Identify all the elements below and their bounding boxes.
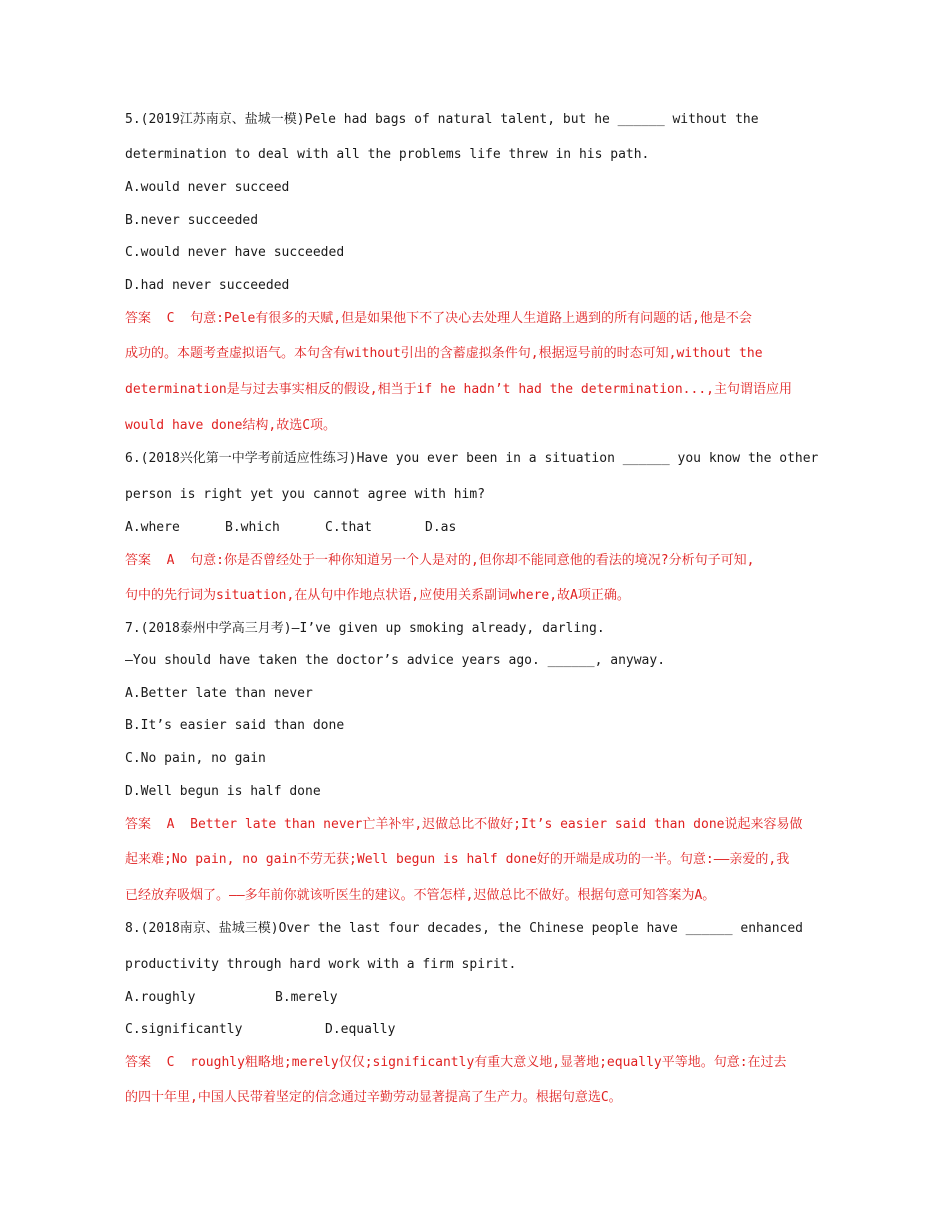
q8-option-c: C.significantly — [125, 1022, 243, 1037]
q7-answer-line-2: 起来难;No pain, no gain不劳无获;Well begun is half done好的开端是成功的一半。句意:——亲爱的,我 — [125, 852, 790, 867]
q7-stem-line-2: —You should have taken the doctor’s advice years ago. ______, anyway. — [125, 653, 666, 668]
q5-answer-line-3: determination是与过去事实相反的假设,相当于if he hadn’t had the determination...,主句谓语应用 — [125, 382, 792, 397]
q7-answer-line-3: 已经放弃吸烟了。——多年前你就该听医生的建议。不管怎样,迟做总比不做好。根据句意可知答案为A。 — [125, 888, 716, 903]
q6-option-c: C.that — [325, 520, 372, 535]
q8-answer-line-1: 答案 C roughly粗略地;merely仅仅;significantly有重大意义地,显著地;equally平等地。句意:在过去 — [125, 1055, 787, 1070]
q5-option-c: C.would never have succeeded — [125, 245, 345, 260]
q8-option-b: B.merely — [275, 990, 338, 1005]
q7-option-d: D.Well begun is half done — [125, 784, 321, 799]
q5-stem-line-1: 5.(2019江苏南京、盐城一模)Pele had bags of natural talent, but he ______ without the — [125, 112, 759, 127]
q8-option-a: A.roughly — [125, 990, 196, 1005]
q6-option-a: A.where — [125, 520, 180, 535]
q8-option-d: D.equally — [325, 1022, 396, 1037]
q5-option-a: A.would never succeed — [125, 180, 290, 195]
q6-answer-line-1: 答案 A 句意:你是否曾经处于一种你知道另一个人是对的,但你却不能同意他的看法的境况?分析句子可知, — [125, 553, 755, 568]
q5-option-b: B.never succeeded — [125, 213, 259, 228]
q6-option-d: D.as — [425, 520, 457, 535]
q7-stem-line-1: 7.(2018泰州中学高三月考)—I’ve given up smoking already, darling. — [125, 621, 605, 636]
q5-answer-line-4: would have done结构,故选C项。 — [125, 418, 337, 433]
q5-stem-line-2: determination to deal with all the problems life threw in his path. — [125, 147, 650, 162]
q7-option-a: A.Better late than never — [125, 686, 313, 701]
q8-stem-line-2: productivity through hard work with a firm spirit. — [125, 957, 517, 972]
q6-answer-line-2: 句中的先行词为situation,在从句中作地点状语,应使用关系副词where,故A项正确。 — [125, 588, 630, 603]
q7-option-b: B.It’s easier said than done — [125, 718, 345, 733]
q5-option-d: D.had never succeeded — [125, 278, 290, 293]
q8-stem-line-1: 8.(2018南京、盐城三模)Over the last four decades, the Chinese people have ______ enhanced — [125, 921, 803, 936]
q6-stem-line-1: 6.(2018兴化第一中学考前适应性练习)Have you ever been in a situation ______ you know the other — [125, 451, 819, 466]
q6-stem-line-2: person is right yet you cannot agree with him? — [125, 487, 486, 502]
q7-option-c: C.No pain, no gain — [125, 751, 266, 766]
q6-option-b: B.which — [225, 520, 280, 535]
q5-answer-line-2: 成功的。本题考查虚拟语气。本句含有without引出的含蓄虚拟条件句,根据逗号前的时态可知,without the — [125, 346, 763, 361]
q5-answer-line-1: 答案 C 句意:Pele有很多的天赋,但是如果他下不了决心去处理人生道路上遇到的所有问题的话,他是不会 — [125, 311, 752, 326]
q7-answer-line-1: 答案 A Better late than never亡羊补牢,迟做总比不做好;It’s easier said than done说起来容易做 — [125, 817, 803, 832]
q8-answer-line-2: 的四十年里,中国人民带着坚定的信念通过辛勤劳动显著提高了生产力。根据句意选C。 — [125, 1090, 622, 1105]
